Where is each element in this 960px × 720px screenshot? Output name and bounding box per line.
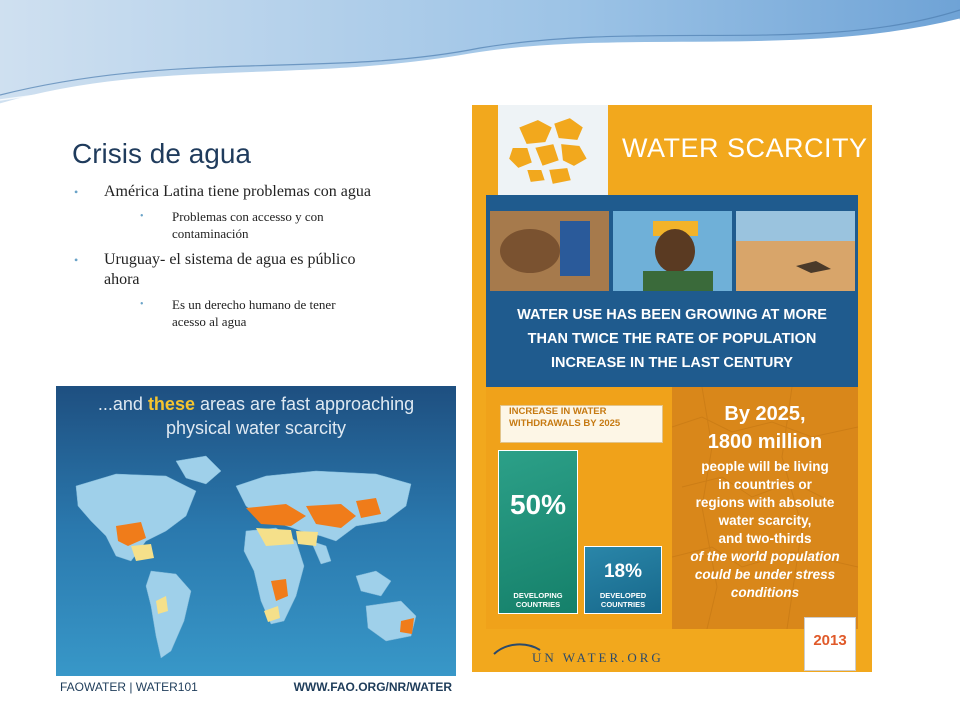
by-2025-line: conditions <box>730 585 800 600</box>
developing-countries-bar <box>498 450 578 614</box>
map-footer-left: FAOWATER | WATER101 <box>60 680 198 694</box>
poster-headline-line: THAN TWICE THE RATE OF POPULATION <box>527 331 817 347</box>
sub-bullet-item: • Problemas con accesso y con contaminación <box>72 208 372 242</box>
world-map-image <box>56 446 456 676</box>
by-2025-line: water scarcity, <box>718 513 812 528</box>
map-footer <box>56 676 456 698</box>
increase-label-box <box>500 405 663 443</box>
map-title-prefix: ...and <box>97 394 148 414</box>
map-title-suffix: areas are fast approaching <box>194 394 415 414</box>
developing-label-line: COUNTRIES <box>515 600 561 609</box>
by-2025-line: regions with absolute <box>695 495 835 510</box>
map-title-line1 <box>56 394 456 415</box>
map-title-line2: physical water scarcity <box>165 418 347 438</box>
scarcity-logo <box>498 105 608 195</box>
developing-label <box>499 591 577 609</box>
by-2025-line: and two-thirds <box>718 531 812 546</box>
developed-countries-bar <box>584 546 662 614</box>
year-badge <box>804 617 856 671</box>
by-2025-line: of the world population <box>690 549 840 564</box>
developed-label-line: COUNTRIES <box>600 600 646 609</box>
poster-title: WATER SCARCITY <box>622 133 868 163</box>
sub-bullet-item: • Es un derecho humano de tener acesso al agua <box>72 296 372 330</box>
map-footer-right: WWW.FAO.ORG/NR/WATER <box>293 680 452 694</box>
developed-label-line: DEVELOPED <box>599 591 647 600</box>
poster-headline-line: WATER USE HAS BEEN GROWING AT MORE <box>517 307 827 323</box>
slide-header-wave <box>0 0 960 115</box>
poster-headline-line: INCREASE IN THE LAST CENTURY <box>551 355 793 371</box>
by-2025-line: people will be living <box>701 459 829 474</box>
bullet-list <box>72 182 372 338</box>
developing-label-line: DEVELOPING <box>513 591 563 600</box>
developed-label <box>585 591 661 609</box>
increase-label-line: INCREASE IN WATER <box>509 406 607 417</box>
by-2025-line: could be under stress <box>694 567 836 582</box>
bullet-item: • América Latina tiene problemas con agua <box>72 182 372 202</box>
by-2025-line: in countries or <box>718 477 812 492</box>
by-2025-line: By 2025, <box>724 403 806 425</box>
bullet-item: • Uruguay- el sistema de agua es público ahora <box>72 250 372 290</box>
developed-value: 18% <box>603 561 643 582</box>
cracked-earth-icon <box>498 105 608 195</box>
year-badge-text: 2013 <box>813 632 847 649</box>
photo-water-jar <box>490 211 609 291</box>
photo-dry-land <box>736 211 855 291</box>
by-2025-line: 1800 million <box>707 431 823 453</box>
photo-woman-drinking <box>613 211 732 291</box>
water-scarcity-map <box>56 386 456 698</box>
slide-title: Crisis de agua <box>72 138 251 169</box>
map-title-highlight: these <box>147 394 195 414</box>
developing-value: 50% <box>509 489 567 520</box>
increase-label-line: WITHDRAWALS BY 2025 <box>509 418 621 429</box>
unwater-brand: UN WATER.ORG <box>532 650 664 665</box>
water-scarcity-infographic <box>472 105 872 672</box>
